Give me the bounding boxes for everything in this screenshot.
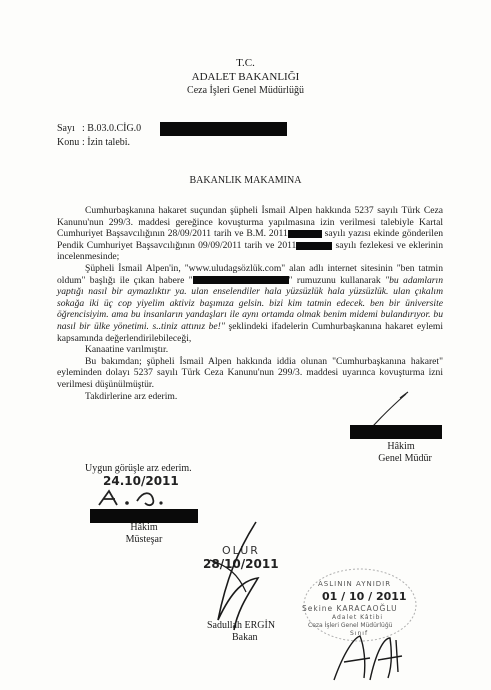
paragraph-1-text: Cumhurbaşkanına hakaret suçundan şüpheli İsmail Alpen hakkında 5237 sayılı Türk Ceza Kanunu'nun 299/3. maddesi gereğince kovuşturma yapılmasına izin verilmesi talebiyle Kartal Cumhuriyet Başsavcılığının 28/09/2011 tarih ve B.M. 2011 xyxy=(57,205,443,240)
undersecretary-title: Hâkim xyxy=(130,522,158,533)
konu-value: : İzin talebi. xyxy=(82,137,131,148)
redaction-box xyxy=(90,509,198,523)
stamp-line-4: Ceza İşleri Genel Müdürlüğü xyxy=(308,622,393,629)
stamp-name: Sekine KARACAOĞLU xyxy=(302,604,398,613)
redaction-box xyxy=(160,122,287,136)
konu-label: Konu xyxy=(57,137,80,148)
minister-role: Bakan xyxy=(232,632,258,643)
stamp-date: 01 / 10 / 2011 xyxy=(322,590,407,603)
paragraph-5: Takdirlerine arz ederim. xyxy=(85,390,178,402)
paragraph-3: Kanaatine varılmıştır. xyxy=(85,344,169,356)
stamp-line-1: ASLININ AYNIDIR xyxy=(318,580,392,588)
header-tc: T.C. xyxy=(236,57,255,69)
minister-name: Sadullah ERGİN xyxy=(207,620,276,631)
addressee: BAKANLIK MAKAMINA xyxy=(189,175,302,186)
header-directorate: Ceza İşleri Genel Müdürlüğü xyxy=(187,85,304,96)
certifier-signature xyxy=(330,632,410,684)
undersecretary-signature xyxy=(95,487,175,509)
paragraph-1 xyxy=(57,205,443,263)
undersecretary-note: Uygun görüşle arz ederim. xyxy=(85,463,192,474)
paragraph-1-text-b: sayılı yazısı ekinde gönderilen Pendik Cumhuriyet Başsavcılığının 09/09/2011 tarih ve 2011 xyxy=(57,228,444,251)
approval-date: 28/10/2011 xyxy=(203,557,279,571)
redaction-box xyxy=(296,242,332,250)
redaction-box xyxy=(350,425,442,439)
redaction-box xyxy=(288,230,322,238)
approval-olur: OLUR xyxy=(222,544,260,557)
letter-body xyxy=(57,205,443,402)
stamp-line-5: Sınıf xyxy=(350,630,369,637)
gm-title: Hâkim xyxy=(387,441,415,452)
paragraph-2-text-c: şeklindeki ifadelerin Cumhurbaşkanına hakaret eylemi kapsamında değerlendirilebileceği, xyxy=(57,320,443,344)
paragraph-4: Bu bakımdan; şüpheli İsmail Alpen hakkında iddia olunan "Cumhurbaşkanına hakaret" eyleminden dolayı 5237 sayılı Türk Ceza Kanunu'nun 299/3. maddesi uyarınca kovuşturma izni verilmesi düşünülmüştür. xyxy=(57,355,443,390)
stamp-line-3: Adalet Kâtibi xyxy=(332,614,384,621)
minister-signature xyxy=(198,520,278,635)
quoted-statement: "bu adamların yaptığı nasıl bir aymazlıktır ya. ulan enselendiler hala yüzsüzlük hala yüzsüzlük. ulan çıkalım sokağa iki üç cop yiyelim aktiviz başımıza gelsin. bizi kim tatmin edecek. ben bir üniversite öğrencisiyim. ama bu insanların yandaşları ile aynı ortamda olmak benim midemi bulandırıyor. bu nasıl bir ülke yönetimi. s..tiniz attınız be!" xyxy=(57,274,444,332)
redaction-box xyxy=(193,276,289,284)
sayi-value: : B.03.0.CİG.0 xyxy=(82,123,142,134)
header-ministry: ADALET BAKANLIĞI xyxy=(191,71,300,83)
paragraph-2 xyxy=(57,263,443,344)
paragraph-2-text-b: " rumuzunu kullanarak xyxy=(288,274,386,286)
paragraph-2-text: Şüpheli İsmail Alpen'in, "www.uludagsözlük.com" alan adlı internet sitesinin "ben tatmin oldum" başlığı ile çıkan habere " xyxy=(57,262,443,286)
undersecretary-date: 24.10/2011 xyxy=(103,474,179,488)
gm-role: Genel Müdür xyxy=(378,453,432,464)
undersecretary-role: Müsteşar xyxy=(125,534,163,545)
sayi-label: Sayı xyxy=(57,123,75,134)
paragraph-1-text-c: sayılı fezlekesi ve eklerinin incelenmesinde; xyxy=(57,239,443,263)
